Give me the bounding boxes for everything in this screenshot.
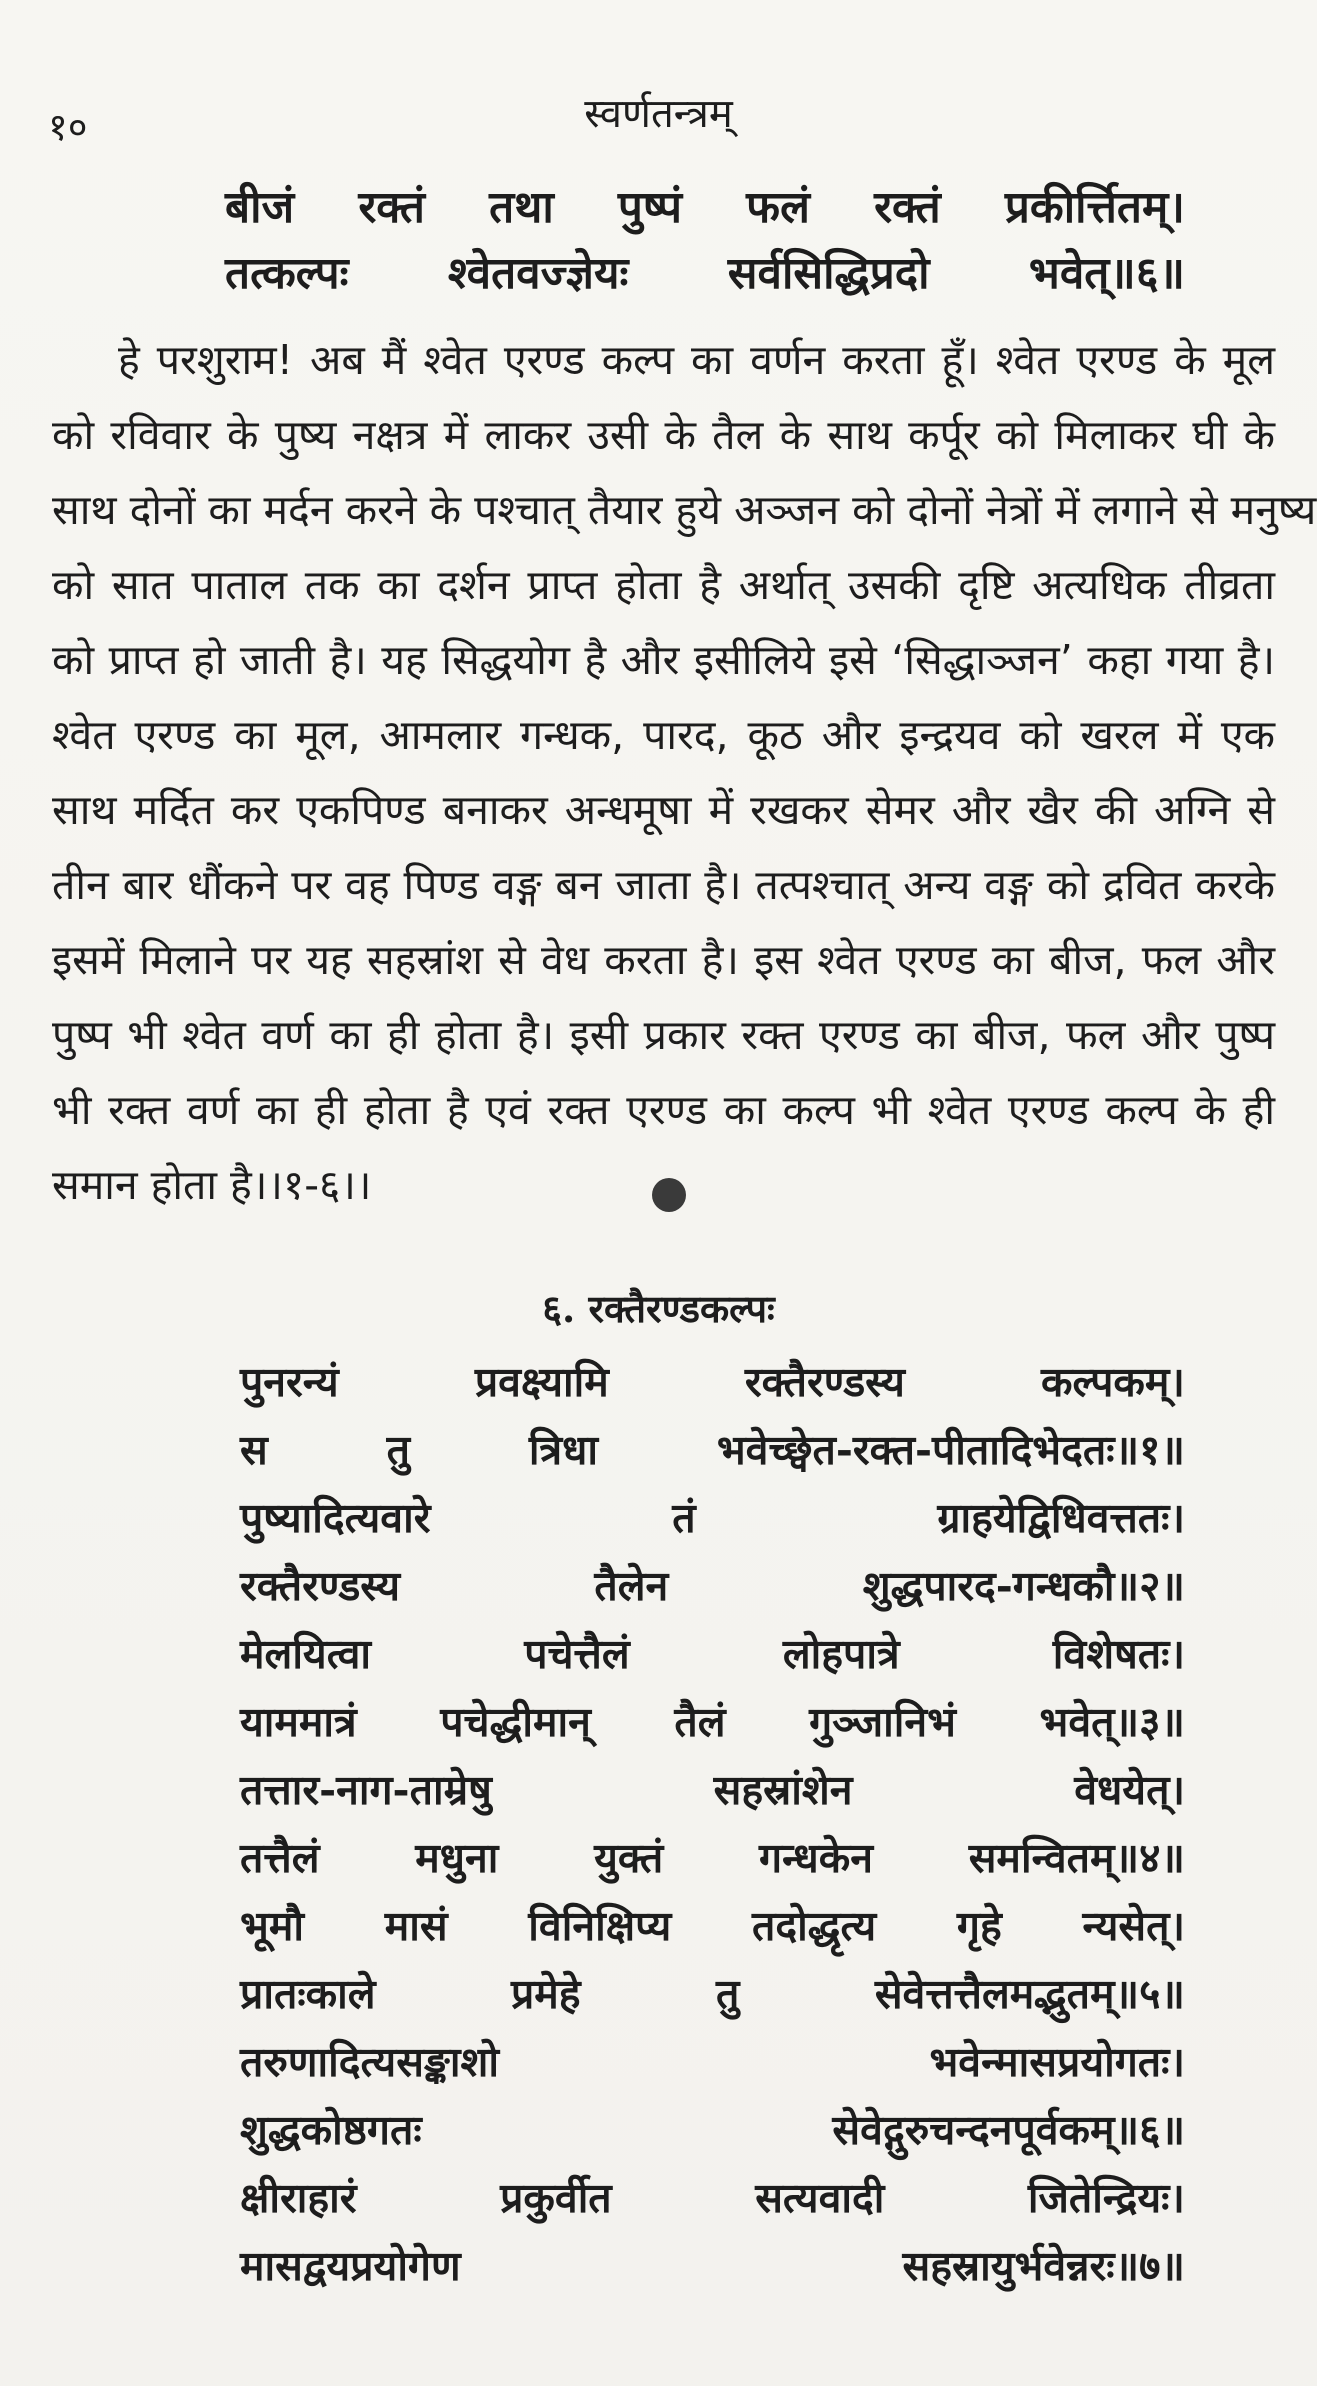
verse-word: सहस्रायुर्भवेन्नरः॥७॥ [902, 2242, 1185, 2290]
verse-word: त्रिधा [528, 1426, 598, 1474]
verse-word: विनिक्षिप्य [528, 1902, 672, 1950]
verse-word: तदोद्धृत्य [751, 1902, 877, 1950]
verse-word: प्रमेहे [510, 1970, 581, 2018]
verse-word: भवेन्मासप्रयोगतः। [929, 2038, 1185, 2086]
verse-word: सर्वसिद्धिप्रदो [727, 248, 930, 299]
running-title: स्वर्णतन्त्रम् [584, 91, 733, 137]
verse-line-6 [240, 1698, 1185, 1746]
verse-word: तैलेन [594, 1562, 669, 1610]
verse-word: भवेत्॥३॥ [1039, 1698, 1185, 1746]
verse-word: समन्वितम्॥४॥ [968, 1834, 1185, 1882]
verse-word: सहस्रांशेन [713, 1766, 853, 1814]
verse-word: गृहे [956, 1902, 1002, 1950]
verse-word: न्यसेत्। [1082, 1902, 1185, 1950]
verse-word: पुष्पं [617, 182, 683, 233]
verse-word: पचेद्धीमान् [440, 1698, 591, 1746]
verse-word: तु [716, 1970, 740, 2018]
verse-word: मासं [384, 1902, 448, 1950]
verse-word: जितेन्द्रियः। [1027, 2174, 1185, 2222]
prose-line: को सात पाताल तक का दर्शन प्राप्त होता है अर्थात् उसकी दृष्टि अत्यधिक तीव्रता [52, 561, 1275, 609]
verse-word: स [240, 1426, 268, 1474]
verse-word: कल्पकम्। [1041, 1358, 1185, 1406]
verse-line-10 [240, 1970, 1185, 2018]
verse-line-5 [240, 1630, 1185, 1678]
verse-line-8 [240, 1834, 1185, 1882]
prose-line: पुष्प भी श्वेत वर्ण का ही होता है। इसी प्रकार रक्त एरण्ड का बीज, फल और पुष्प [52, 1011, 1275, 1059]
prose-line: हे परशुराम! अब मैं श्वेत एरण्ड कल्प का वर्णन करता हूँ। श्वेत एरण्ड के मूल [118, 336, 1275, 384]
verse-line-9 [240, 1902, 1185, 1950]
verse-word: क्षीराहारं [240, 2174, 357, 2222]
verse-word: पुष्यादित्यवारे [240, 1494, 431, 1542]
verse-word: सेवेद्गुरुचन्दनपूर्वकम्॥६॥ [832, 2106, 1185, 2154]
verse-word: भूमौ [240, 1902, 304, 1950]
prose-line: को प्राप्त हो जाती है। यह सिद्धयोग है और इसीलिये इसे ‘सिद्धाञ्जन’ कहा गया है। [52, 636, 1275, 684]
verse-word: रक्तं [358, 182, 425, 233]
verse-word: गुञ्जानिभं [809, 1698, 956, 1746]
verse-word: गन्धकेन [759, 1834, 873, 1882]
prose-line: इसमें मिलाने पर यह सहस्रांश से वेध करता है। इस श्वेत एरण्ड का बीज, फल और [52, 936, 1275, 984]
section-title: ६. रक्तैरण्डकल्पः [542, 1286, 775, 1331]
verse-word: तत्कल्पः [225, 248, 349, 299]
prose-line: भी रक्त वर्ण का ही होता है एवं रक्त एरण्ड का कल्प भी श्वेत एरण्ड कल्प के ही [52, 1086, 1275, 1134]
verse-word: सेवेत्तत्तैलमद्भुतम्॥५॥ [874, 1970, 1185, 2018]
verse-word: रक्तं [874, 182, 941, 233]
verse-word: प्रातःकाले [240, 1970, 376, 2018]
prose-line: श्वेत एरण्ड का मूल, आमलार गन्धक, पारद, कूठ और इन्द्रयव को खरल में एक [52, 711, 1275, 759]
verse-word: भवेत्॥६॥ [1028, 248, 1185, 299]
verse-word: शुद्धपारद-गन्धकौ॥२॥ [862, 1562, 1185, 1610]
verse-word: याममात्रं [240, 1698, 357, 1746]
verse-word: प्रकुर्वीत [500, 2174, 612, 2222]
verse-word: श्वेतवज्ज्ञेयः [447, 248, 629, 299]
verse-top-line-1 [225, 182, 1185, 233]
verse-word: तं [672, 1494, 696, 1542]
verse-word: फलं [746, 182, 810, 233]
section-divider-dot [652, 1178, 686, 1212]
prose-line: तीन बार धौंकने पर वह पिण्ड वङ्ग बन जाता है। तत्पश्चात् अन्य वङ्ग को द्रवित करके [52, 861, 1275, 909]
prose-line: को रविवार के पुष्य नक्षत्र में लाकर उसी के तैल के साथ कर्पूर को मिलाकर घी के [52, 411, 1275, 459]
verse-word: तत्तैलं [240, 1834, 320, 1882]
verse-word: तरुणादित्यसङ्काशो [240, 2038, 499, 2086]
verse-line-1 [240, 1358, 1185, 1406]
verse-word: प्रकीर्त्तितम्। [1004, 182, 1185, 233]
verse-word: तत्तार-नाग-ताम्रेषु [240, 1766, 492, 1814]
verse-word: लोहपात्रे [782, 1630, 900, 1678]
verse-word: तैलं [674, 1698, 726, 1746]
verse-line-12 [240, 2106, 1185, 2154]
verse-word: रक्तैरण्डस्य [240, 1562, 401, 1610]
verse-word: ग्राहयेद्विधिवत्ततः। [937, 1494, 1185, 1542]
prose-line: समान होता है।।१-६।। [52, 1161, 372, 1209]
verse-line-7 [240, 1766, 1185, 1814]
verse-word: तु [386, 1426, 410, 1474]
verse-line-11 [240, 2038, 1185, 2086]
verse-word: विशेषतः। [1052, 1630, 1185, 1678]
verse-line-2 [240, 1426, 1185, 1474]
verse-top-line-2 [225, 248, 1185, 299]
verse-word: युक्तं [594, 1834, 664, 1882]
verse-word: प्रवक्ष्यामि [474, 1358, 609, 1406]
verse-word: पचेत्तैलं [524, 1630, 630, 1678]
verse-word: बीजं [225, 182, 295, 233]
verse-word: मासद्वयप्रयोगेण [240, 2242, 461, 2290]
verse-line-13 [240, 2174, 1185, 2222]
verse-line-3 [240, 1494, 1185, 1542]
page-number: १० [48, 105, 88, 149]
verse-word: भवेच्छ्वेत-रक्त-पीतादिभेदतः॥१॥ [716, 1426, 1185, 1474]
verse-word: मधुना [415, 1834, 499, 1882]
prose-line: साथ मर्दित कर एकपिण्ड बनाकर अन्धमूषा में रखकर सेमर और खैर की अग्नि से [52, 786, 1275, 834]
verse-word: तथा [489, 182, 554, 233]
verse-line-4 [240, 1562, 1185, 1610]
verse-word: रक्तैरण्डस्य [744, 1358, 905, 1406]
prose-line: साथ दोनों का मर्दन करने के पश्चात् तैयार हुये अञ्जन को दोनों नेत्रों में लगाने से मनुष्य [52, 486, 1317, 534]
verse-word: मेलयित्वा [240, 1630, 371, 1678]
verse-word: सत्यवादी [755, 2174, 885, 2222]
verse-word: पुनरन्यं [240, 1358, 339, 1406]
verse-line-14 [240, 2242, 1185, 2290]
verse-word: वेधयेत्। [1074, 1766, 1185, 1814]
verse-word: शुद्धकोष्ठगतः [240, 2106, 422, 2154]
